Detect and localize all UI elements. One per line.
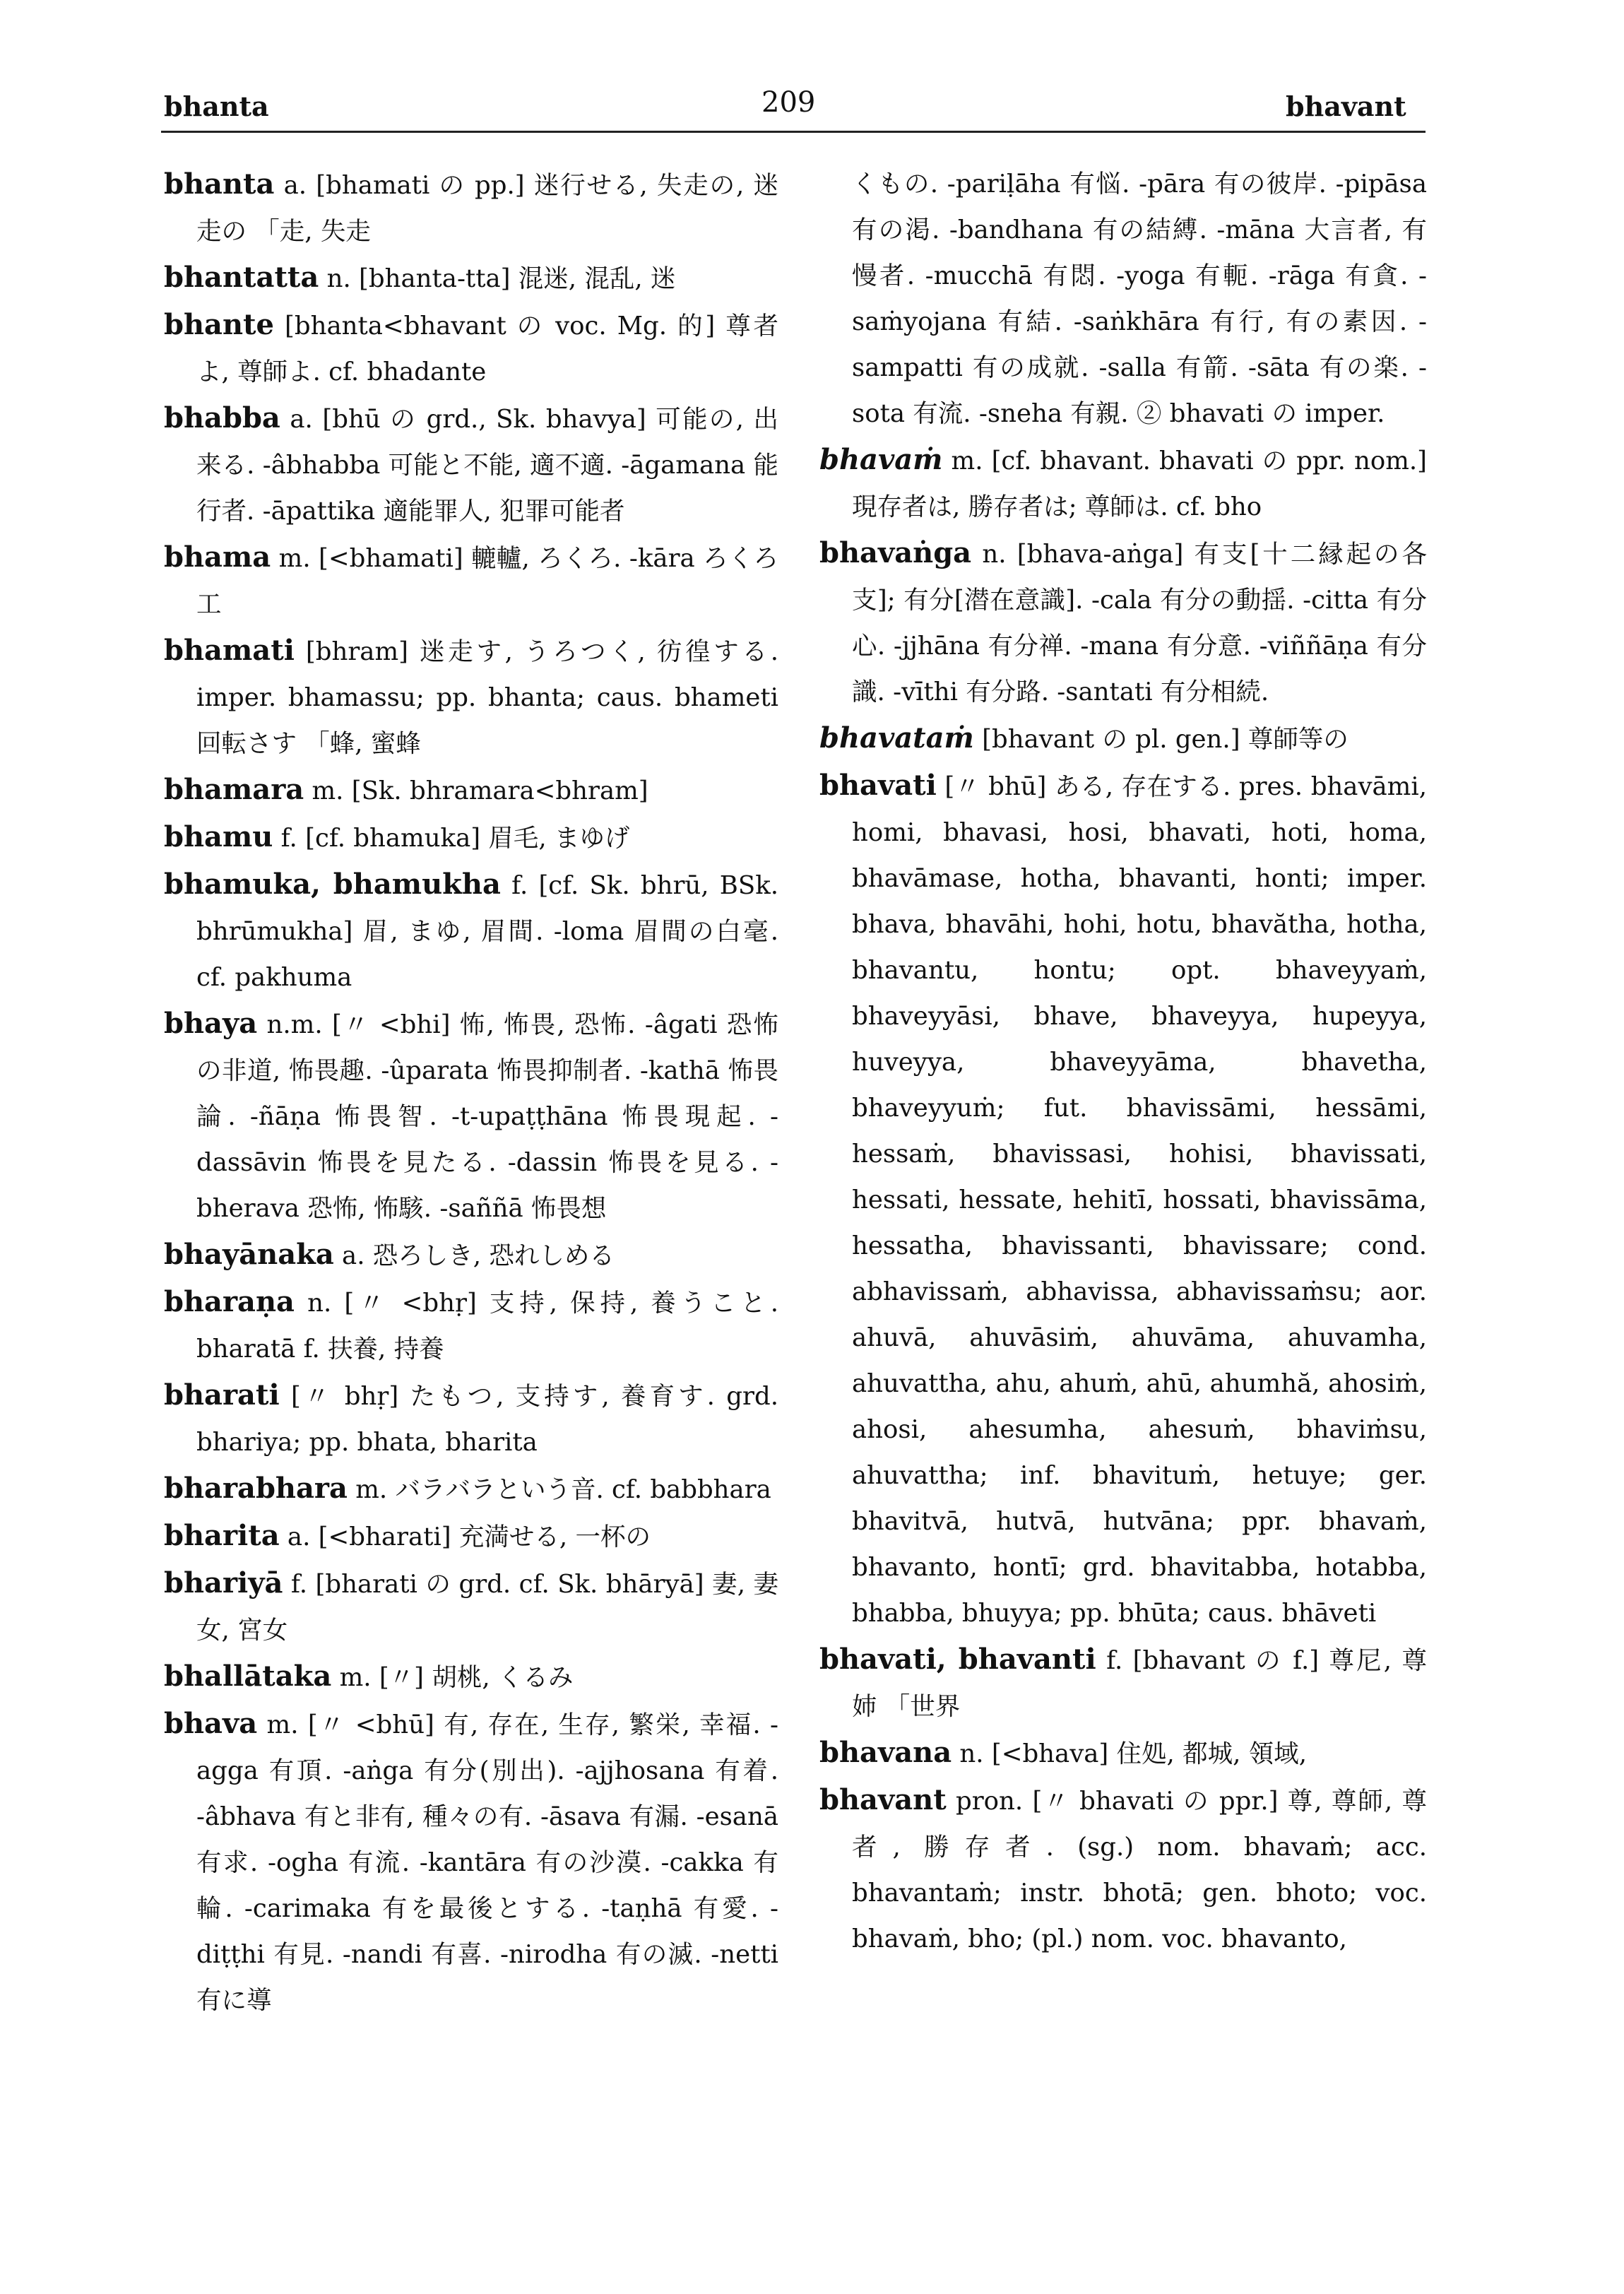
page-number: 209 xyxy=(761,86,816,119)
dictionary-entry xyxy=(164,814,778,861)
dictionary-entry xyxy=(164,161,778,254)
headword: bhavant xyxy=(819,1783,947,1816)
definition: a. [<bharati] 充満せる, 一杯の xyxy=(279,1523,651,1551)
headword: bhavana xyxy=(819,1736,952,1769)
right-column xyxy=(819,161,1427,1962)
dictionary-entry xyxy=(819,762,1427,1636)
dictionary-entry xyxy=(164,1513,778,1560)
headword: bhavataṁ xyxy=(819,721,974,755)
headword: bhanta xyxy=(164,167,275,201)
left-guide-word: bhanta xyxy=(164,90,269,122)
definition: a. [bhamati の pp.] 迷行せる, 失走の, 迷走の 「走, 失走 xyxy=(196,171,778,246)
dictionary-entry xyxy=(819,1730,1427,1777)
headword: bhavaṁ xyxy=(819,443,943,476)
definition: m. [cf. bhavant. bhavati の ppr. nom.] 現存者は, 勝存者は; 尊師は. cf. bho xyxy=(852,447,1427,521)
definition: [bhavant の pl. gen.] 尊師等の xyxy=(973,725,1349,754)
headword: bhama xyxy=(164,540,271,574)
dictionary-entry xyxy=(164,1279,778,1372)
definition: n. [bhava-aṅga] 有支[十二縁起の各支]; 有分[潜在意識]. -cala 有分の動揺. -citta 有分心. -jjhāna 有分禅. -mana 有分意. -viññāṇa 有分識. -vīthi 有分路. -santati 有分相続. xyxy=(852,540,1427,706)
dictionary-entry xyxy=(164,627,778,767)
definition: [〃 bhṛ] たもつ, 支持す, 養育す. grd. bhariya; pp. bhata, bharita xyxy=(196,1382,778,1457)
definition: f. [cf. bhamuka] 眉毛, まゆげ xyxy=(273,824,630,853)
definition: f. [bhavant の f.] 尊尼, 尊姉 「世界 xyxy=(852,1646,1427,1721)
definition: f. [cf. Sk. bhrū, BSk. bhrūmukha] 眉, まゆ, 眉間. -loma 眉間の白毫. cf. pakhuma xyxy=(196,871,778,992)
headword: bhavati, bhavanti xyxy=(819,1643,1096,1676)
definition: n.m. [〃 <bhi] 怖, 怖畏, 恐怖. -âgati 恐怖の非道, 怖畏趣. -ûparata 怖畏抑制者. -kathā 怖畏論. -ñāṇa 怖畏智. -t-upaṭṭhāna 怖畏現起. -dassāvin 怖畏を見たる. -dassin 怖畏を見る. -bherava 恐怖, 怖駭. -saññā 怖畏想 xyxy=(196,1010,778,1223)
definition: m. [<bhamati] 轆轤, ろくろ. -kāra ろくろ工 xyxy=(196,544,778,619)
headword: bhava xyxy=(164,1707,258,1740)
definition: a. 恐ろしき, 恐れしめる xyxy=(333,1241,615,1270)
headword: bhabba xyxy=(164,401,280,434)
dictionary-entry xyxy=(164,767,778,814)
dictionary-entry xyxy=(164,1653,778,1701)
dictionary-entry xyxy=(164,1372,778,1465)
definition: n. [bhanta-tta] 混迷, 混乱, 迷 xyxy=(319,264,676,293)
dictionary-entry xyxy=(164,1560,778,1653)
dictionary-entry xyxy=(164,534,778,627)
headword: bhamuka, bhamukha xyxy=(164,868,501,901)
headword: bhavati xyxy=(819,769,937,802)
definition: m. [〃 <bhū] 有, 存在, 生存, 繁栄, 幸福. -agga 有頂. -aṅga 有分(別出). -ajjhosana 有着. -âbhava 有と非有, 種々の有. -āsava 有漏. -esanā 有求. -ogha 有流. -kantāra 有の沙漠. -cakka 有輪. -carimaka 有を最後とする. -taṇhā 有愛. -diṭṭhi 有見. -nandi 有喜. -nirodha 有の滅. -netti 有に導 xyxy=(196,1710,778,2015)
dictionary-entry xyxy=(819,1636,1427,1730)
headword: bhantatta xyxy=(164,261,319,294)
headword: bhavaṅga xyxy=(819,536,972,569)
dictionary-entry xyxy=(819,530,1427,715)
entry-continuation: くもの. -pariḷāha 有悩. -pāra 有の彼岸. -pipāsa 有の渇. -bandhana 有の結縛. -māna 大言者, 有慢者. -mucchā 有悶. -yoga 有軛. -rāga 有貪. -saṁyojana 有結. -saṅkhāra 有行, 有の素因. -sampatti 有の成就. -salla 有箭. -sāta 有の楽. -sota 有流. -sneha 有親. ② bhavati の imper. xyxy=(852,170,1427,428)
headword: bharati xyxy=(164,1378,280,1412)
definition: m. バラバラという音. cf. babbhara xyxy=(347,1475,771,1504)
dictionary-entry xyxy=(164,395,778,534)
definition: pron. [〃 bhavati の ppr.] 尊, 尊師, 尊者, 勝存者. (sg.) nom. bhavaṁ; acc. bhavantaṁ; instr. bhotā; gen. bhoto; voc. bhavaṁ, bho; (pl.) nom. voc. bhavanto, xyxy=(852,1787,1427,1953)
definition: [〃 bhū] ある, 存在する. pres. bhavāmi, homi, bhavasi, hosi, bhavati, hoti, homa, bhavāmase, hotha, bhavanti, honti; imper. bhava, bhavāhi, hohi, hotu, bhavătha, hotha, bhavantu, hontu; opt. bhaveyyaṁ, bhaveyyāsi, bhave, bhaveyya, hupeyya, huveyya, bhaveyyāma, bhavetha, bhaveyyuṁ; fut. bhavissāmi, hessāmi, hessaṁ, bhavissasi, hohisi, bhavissati, hessati, hessate, hehitī, hossati, bhavissāma, hessatha, bhavissanti, bhavissare; cond. abhavissaṁ, abhavissa, abhavissaṁsu; aor. ahuvā, ahuvāsiṁ, ahuvāma, ahuvamha, ahuvattha, ahu, ahuṁ, ahū, ahumhă, ahosiṁ, ahosi, ahesumha, ahesuṁ, bhaviṁsu, ahuvattha; inf. bhavituṁ, hetuye; ger. bhavitvā, hutvā, hutvāna; ppr. bhavaṁ, bhavanto, hontī; grd. bhavitabba, hotabba, bhabba, bhuyya; pp. bhūta; caus. bhāveti xyxy=(852,772,1427,1628)
dictionary-entry xyxy=(164,861,778,1000)
headword: bharaṇa xyxy=(164,1285,295,1318)
definition: f. [bharati の grd. cf. Sk. bhāryā] 妻, 妻女, 宮女 xyxy=(196,1570,778,1645)
definition: n. [〃 <bhṛ] 支持, 保持, 養うこと. bharatā f. 扶養, 持養 xyxy=(196,1289,778,1364)
headword: bhamara xyxy=(164,773,304,806)
definition: [bhram] 迷走す, うろつく, 彷徨する. imper. bhamassu; pp. bhanta; caus. bhameti 回転さす 「蜂, 蜜蜂 xyxy=(196,637,778,758)
dictionary-entry xyxy=(164,1000,778,1231)
header-rule xyxy=(161,131,1426,133)
headword: bharita xyxy=(164,1519,280,1552)
dictionary-entry xyxy=(164,1465,778,1513)
headword: bhayānaka xyxy=(164,1238,334,1271)
dictionary-entry xyxy=(164,1701,778,2023)
headword: bhamu xyxy=(164,820,273,853)
dictionary-entry xyxy=(164,254,778,302)
headword: bhaya xyxy=(164,1007,258,1040)
dictionary-entry xyxy=(819,437,1427,530)
left-column xyxy=(164,161,778,2023)
headword: bhante xyxy=(164,308,274,341)
right-guide-word: bhavant xyxy=(1286,90,1406,122)
definition: n. [<bhava] 住処, 都城, 領域, xyxy=(952,1739,1307,1768)
headword: bhallātaka xyxy=(164,1660,332,1693)
definition: a. [bhū の grd., Sk. bhavya] 可能の, 出来る. -âbhabba 可能と不能, 適不適. -āgamana 能行者. -āpattika 適能罪人, 犯罪可能者 xyxy=(196,405,778,526)
headword: bhamati xyxy=(164,634,295,667)
dictionary-entry xyxy=(819,1777,1427,1962)
dictionary-entry xyxy=(164,1231,778,1279)
definition: m. [〃] 胡桃, くるみ xyxy=(331,1663,574,1692)
headword: bhariyā xyxy=(164,1566,283,1600)
headword: bharabhara xyxy=(164,1472,348,1505)
dictionary-entry xyxy=(164,302,778,395)
dictionary-entry xyxy=(819,715,1427,762)
definition: [bhanta<bhavant の voc. Mg. 的] 尊者よ, 尊師よ. cf. bhadante xyxy=(196,312,778,386)
definition: m. [Sk. bhramara<bhram] xyxy=(304,776,648,805)
